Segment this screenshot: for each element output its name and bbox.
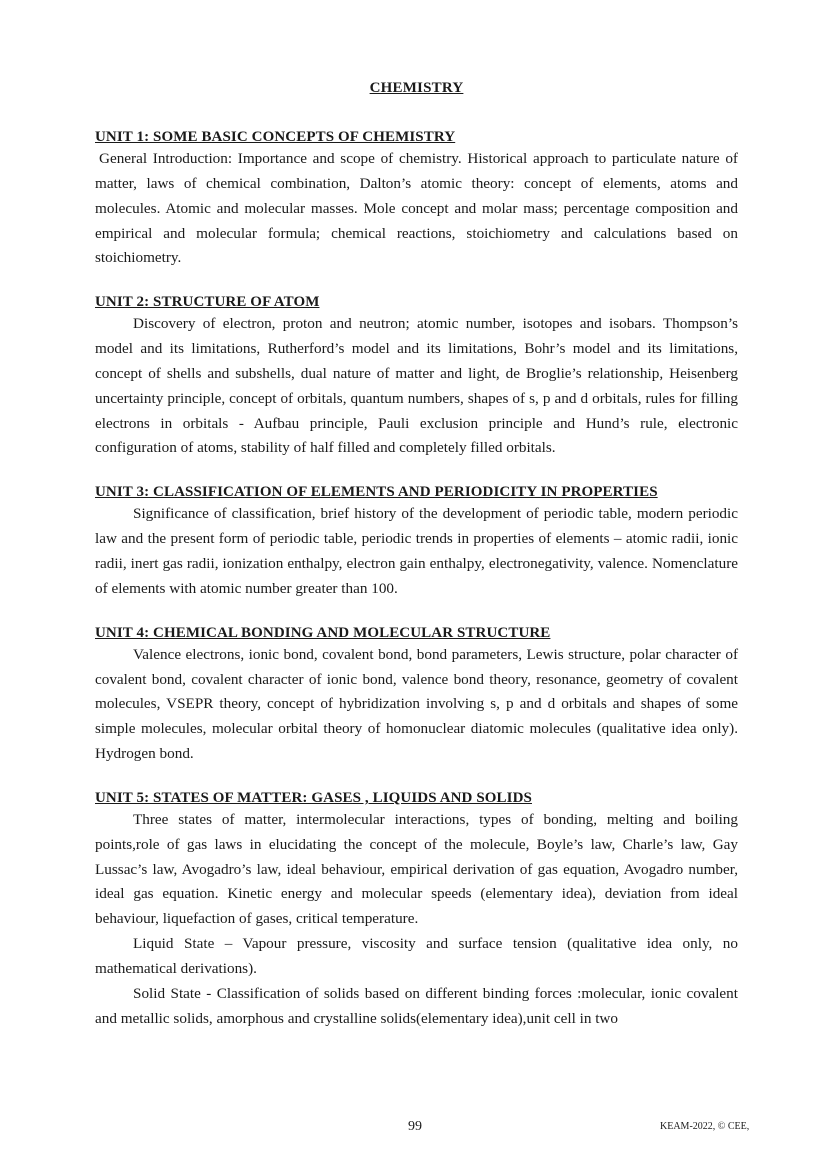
footer-copyright: KEAM-2022, © CEE,: [660, 1121, 750, 1132]
unit-4-paragraph: Valence electrons, ionic bond, covalent bond, bond parameters, Lewis structure, polar character of covalent bond, covalent character of ionic bond, valence bond theory, resonance, geometry of covalent molecules, VSEPR theory, concept of hybridization involving s, p and d orbitals and shapes of some simple molecules, molecular orbital theory of homonuclear diatomic molecules (qualitative idea only). Hydrogen bond.: [95, 645, 738, 763]
unit-5-paragraph-solid-state: Solid State - Classification of solids based on different binding forces :molecular, ionic covalent and metallic solids, amorphous and crystalline solids(elementary idea),unit cell in two: [95, 984, 738, 1027]
unit-2-paragraph: Discovery of electron, proton and neutron; atomic number, isotopes and isobars. Thompson’s model and its limitations, Rutherford’s model and its limitations, Bohr’s model and its limitations, concept of shells and subshells, dual nature of matter and light, de Broglie’s relationship, Heisenberg uncertainty principle, concept of orbitals, quantum numbers, shapes of s, p and d orbitals, rules for filling electrons in orbitals - Aufbau principle, Pauli exclusion principle and Hund’s rule, electronic configuration of atoms, stability of half filled and completely filled orbitals.: [95, 315, 738, 457]
unit-4-heading: UNIT 4: CHEMICAL BONDING AND MOLECULAR STRUCTURE: [95, 624, 551, 641]
unit-5-section: [95, 788, 738, 1032]
document-title: CHEMISTRY: [369, 80, 464, 96]
unit-3-heading: UNIT 3: CLASSIFICATION OF ELEMENTS AND PERIODICITY IN PROPERTIES: [95, 484, 658, 501]
document-page: [95, 78, 738, 1052]
unit-5-paragraph-liquid-state: Liquid State – Vapour pressure, viscosity and surface tension (qualitative idea only, no mathematical derivations).: [95, 935, 738, 977]
page-number: 99: [408, 1119, 422, 1134]
unit-5-heading: UNIT 5: STATES OF MATTER: GASES , LIQUIDS AND SOLIDS: [95, 789, 532, 806]
unit-3-paragraph: Significance of classification, brief history of the development of periodic table, modern periodic law and the present form of periodic table, periodic trends in properties of elements – atomic radii, ionic radii, inert gas radii, ionization enthalpy, electron gain enthalpy, electronegativity, valence. Nomenclature of elements with atomic number greater than 100.: [95, 505, 738, 597]
unit-4-section: [95, 623, 738, 767]
unit-5-paragraph-gases: Three states of matter, intermolecular interactions, types of bonding, melting and boiling points,role of gas laws in elucidating the concept of the molecule, Boyle’s law, Charle’s law, Gay Lussac’s law, Avogadro’s law, ideal behaviour, empirical derivation of gas equation, Avogadro number, ideal gas equation. Kinetic energy and molecular speeds (elementary idea), deviation from ideal behaviour, liquefaction of gases, critical temperature.: [95, 810, 738, 928]
unit-2-section: [95, 292, 738, 461]
unit-3-section: [95, 482, 738, 601]
unit-2-heading: UNIT 2: STRUCTURE OF ATOM: [95, 294, 320, 311]
unit-1-section: [95, 127, 738, 271]
unit-1-paragraph: General Introduction: Importance and scope of chemistry. Historical approach to particulate nature of matter, laws of chemical combination, Dalton’s atomic theory: concept of elements, atoms and molecules. Atomic and molecular masses. Mole concept and molar mass; percentage composition and empirical and molecular formula; chemical reactions, stoichiometry and calculations based on stoichiometry.: [95, 150, 738, 267]
unit-1-heading: UNIT 1: SOME BASIC CONCEPTS OF CHEMISTRY: [95, 129, 456, 145]
